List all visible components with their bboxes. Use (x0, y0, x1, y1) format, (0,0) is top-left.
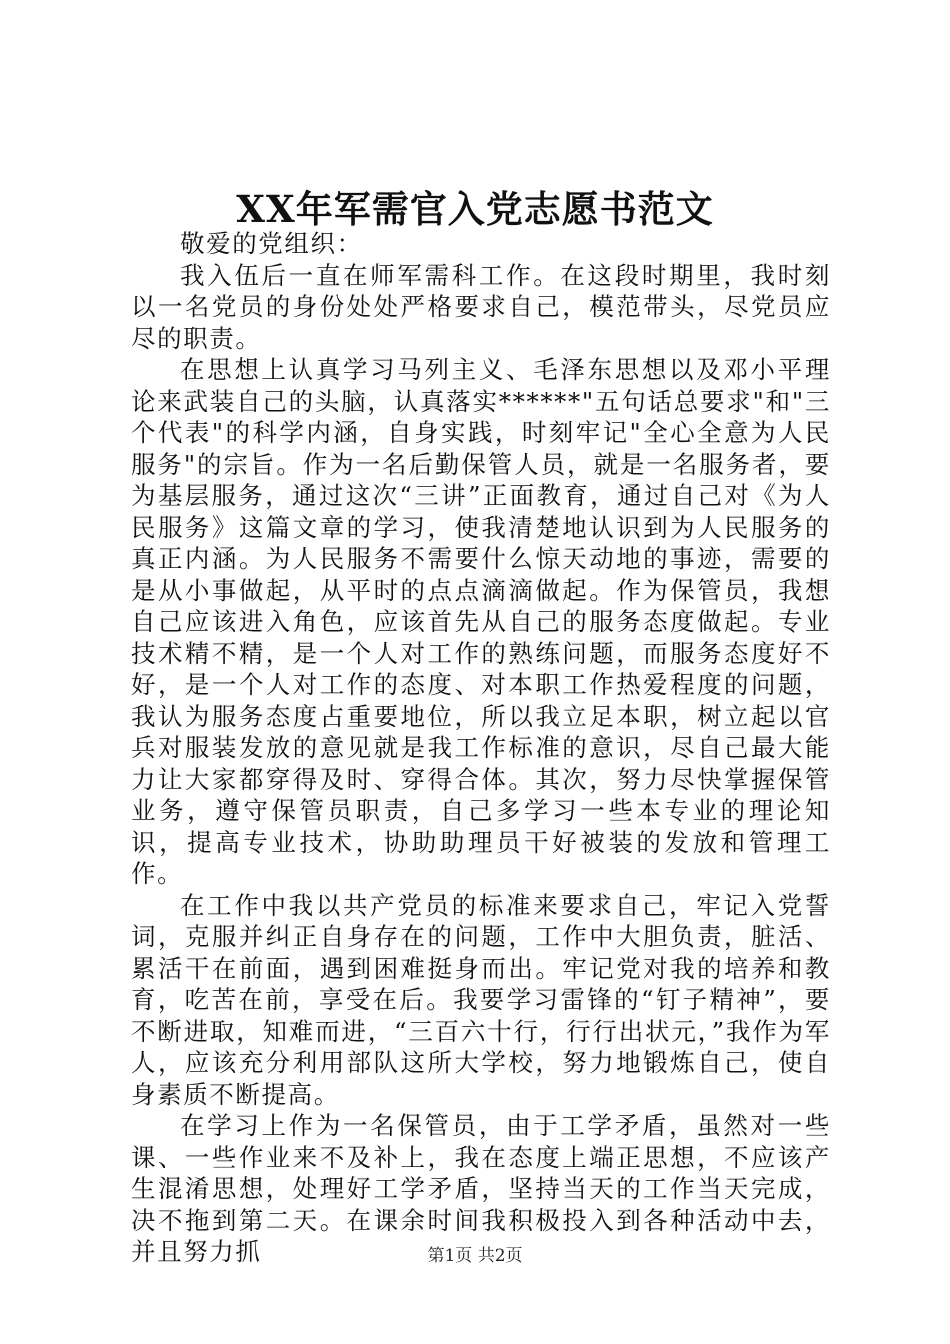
paragraph: 我入伍后一直在师军需科工作。在这段时期里，我时刻以一名党员的身份处处严格要求自己，模范带头，尽党员应尽的职责。 (131, 260, 831, 353)
document-title: XX年军需官入党志愿书范文 (236, 187, 714, 231)
paragraph: 在学习上作为一名保管员，由于工学矛盾，虽然对一些课、一些作业来不及补上，我在态度上端正思想，不应该产生混淆思想，处理好工学矛盾，坚持当天的工作当天完成，决不拖到第二天。在课余时间我积极投入到各种活动中去，并且努力抓 (131, 1111, 831, 1266)
paragraph: 在思想上认真学习马列主义、毛泽东思想以及邓小平理论来武装自己的头脑，认真落实******"五句话总要求"和"三个代表"的科学内涵，自身实践，时刻牢记"全心全意为人民服务"的宗旨。作为一名后勤保管人员，就是一名服务者，要为基层服务，通过这次“三讲”正面教育，通过自己对《为人民服务》这篇文章的学习，使我清楚地认识到为人民服务的真正内涵。为人民服务不需要什么惊天动地的事迹，需要的是从小事做起，从平时的点点滴滴做起。作为保管员，我想自己应该进入角色，应该首先从自己的服务态度做起。专业技术精不精，是一个人对工作的熟练问题，而服务态度好不好，是一个人对工作的态度、对本职工作热爱程度的问题，我认为服务态度占重要地位，所以我立足本职，树立起以官兵对服装发放的意见就是我工作标准的意识，尽自己最大能力让大家都穿得及时、穿得合体。其次，努力尽快掌握保管业务，遵守保管员职责，自己多学习一些本专业的理论知识，提高专业技术，协助助理员干好被装的发放和管理工作。 (131, 355, 831, 888)
document-body (131, 228, 831, 1268)
page-number-footer: 第1页 共2页 (427, 1246, 523, 1266)
paragraph: 在工作中我以共产党员的标准来要求自己，牢记入党誓词，克服并纠正自身存在的问题，工作中大胆负责，脏活、累活干在前面，遇到困难挺身而出。牢记党对我的培养和教育，吃苦在前，享受在后。我要学习雷锋的“钉子精神”，要不断进取，知难而进，“三百六十行，行行出状元，”我作为军人，应该充分利用部队这所大学校，努力地锻炼自己，使自身素质不断提高。 (131, 890, 831, 1109)
salutation: 敬爱的党组织： (180, 229, 363, 258)
